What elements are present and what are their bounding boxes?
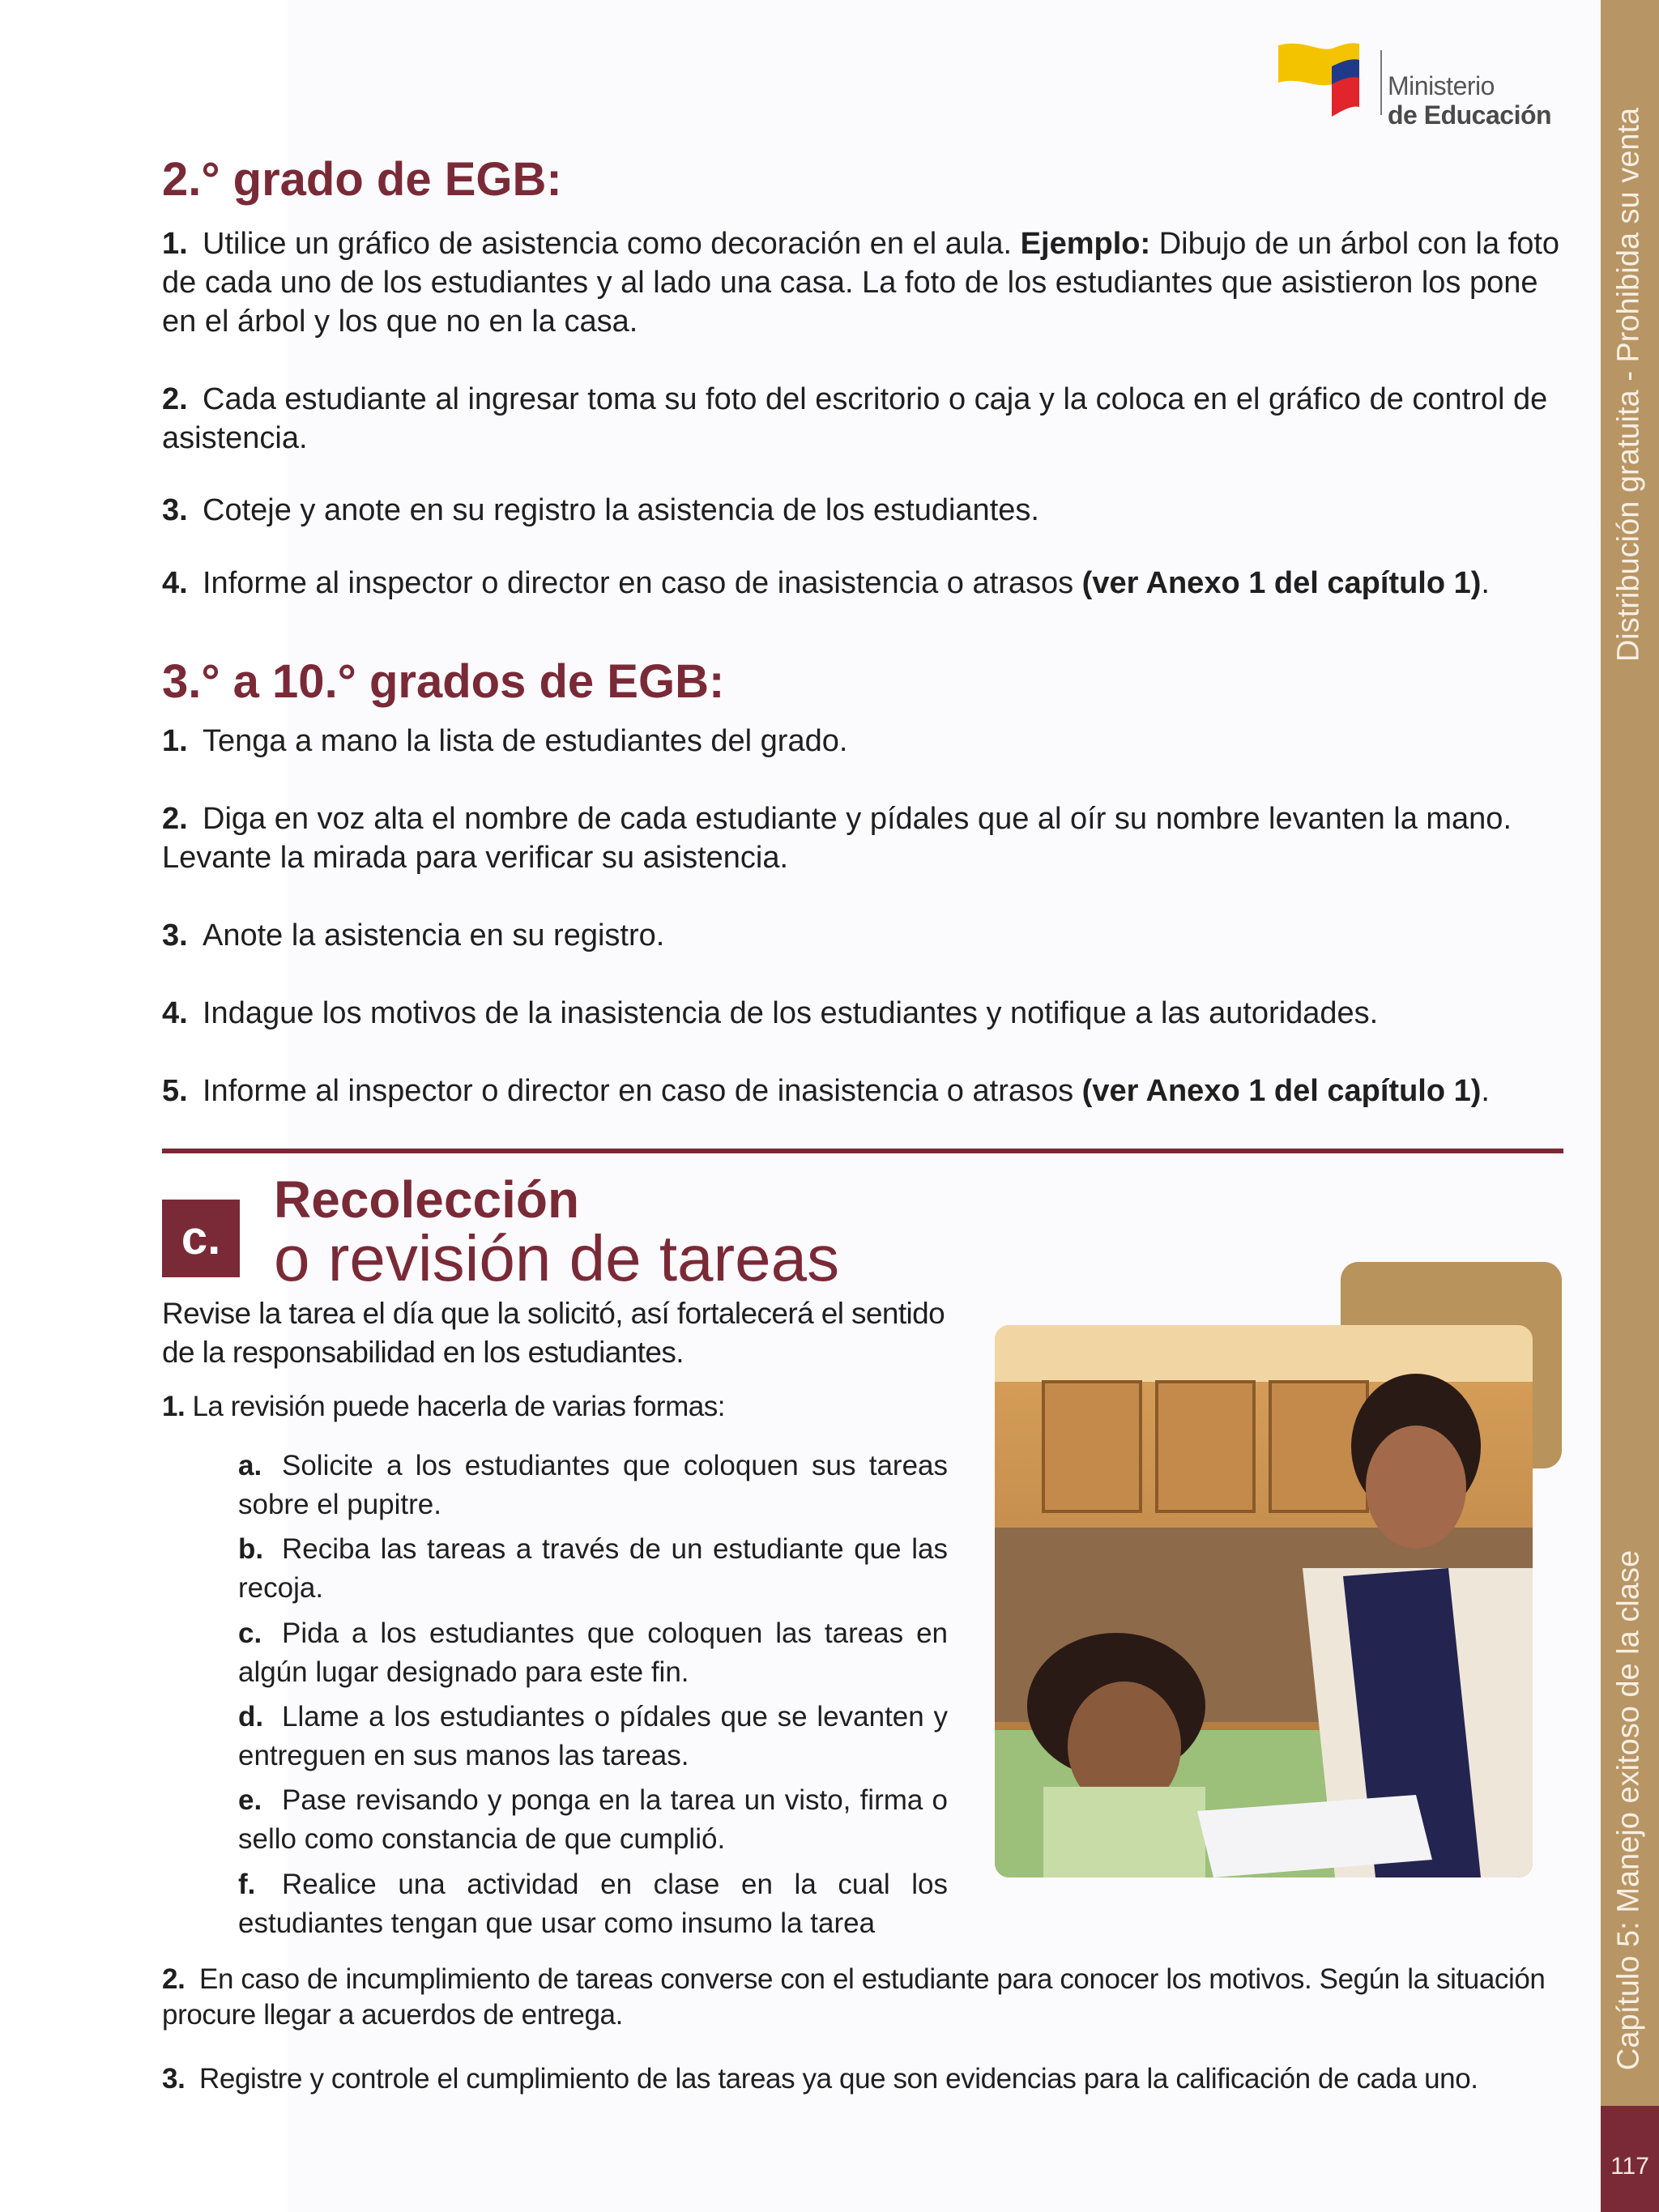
list-item: 4. Informe al inspector o director en caso de inasistencia o atrasos (ver Anexo 1 del capítulo 1). [162, 566, 1490, 600]
list-item: 1. Tenga a mano la lista de estudiantes del grado. [162, 724, 848, 758]
list-item: 3. Registre y controle el cumplimiento de las tareas ya que son evidencias para la calificación de cada uno. [162, 2063, 1478, 2095]
section-c-title-light: o revisión de tareas [274, 1222, 840, 1294]
list-item: 4. Indague los motivos de la inasistencia de los estudiantes y notifique a las autoridades. [162, 996, 1379, 1030]
list-item: 3. Anote la asistencia en su registro. [162, 918, 665, 953]
classroom-photo [995, 1325, 1533, 1877]
section-c-intro: Revise la tarea el día que la solicitó, así fortalecerá el sentido de la responsabilidad en los estudiantes. [162, 1297, 945, 1369]
list-item: 5. Informe al inspector o director en caso de inasistencia o atrasos (ver Anexo 1 del capítulo 1). [162, 1074, 1490, 1108]
ministry-logo-text [1388, 71, 1551, 130]
list-item: 2. Diga en voz alta el nombre de cada estudiante y pídales que al oír su nombre levanten la mano. Levante la mirada para verificar su asistencia. [162, 802, 1512, 875]
list-item: 2. Cada estudiante al ingresar toma su foto del escritorio o caja y la coloca en el gráfico de control de asistencia. [162, 382, 1548, 455]
classroom-photo-illustration [995, 1325, 1533, 1877]
section-c-title-bold: Recolección [274, 1170, 580, 1229]
sub-list-item: e. Pase revisando y ponga en la tarea un visto, firma o sello como constancia de que cumplió. [238, 1784, 948, 1855]
sub-list-item: d. Llame a los estudiantes o pídales que se levanten y entreguen en sus manos las tareas. [238, 1701, 948, 1771]
section-heading-2nd-grade: 2.° grado de EGB: [162, 153, 562, 206]
page-number: 117 [1610, 2153, 1649, 2180]
sidebar-chapter-title: Capítulo 5: Manejo exitoso de la clase [1611, 1549, 1646, 2071]
list-item: 1. La revisión puede hacerla de varias formas: [162, 1391, 725, 1422]
list-item: 1. Utilice un gráfico de asistencia como decoración en el aula. Ejemplo: Dibujo de un árbol con la foto de cada uno de los estudiantes y al lado una casa. La foto de los estudiantes que asistieron los pone en el árbol y los que no en la casa. [162, 227, 1560, 339]
sub-list-item: c. Pida a los estudiantes que coloquen las tareas en algún lugar designado para este fin. [238, 1617, 948, 1688]
page-number-box [1601, 2106, 1659, 2212]
section-letter-badge: c. [162, 1200, 240, 1277]
section-heading-3rd-10th-grade: 3.° a 10.° grados de EGB: [162, 655, 725, 708]
sub-list-item: a. Solicite a los estudiantes que coloquen sus tareas sobre el pupitre. [238, 1450, 948, 1520]
section-divider [162, 1149, 1563, 1153]
list-item: 3. Coteje y anote en su registro la asistencia de los estudiantes. [162, 493, 1039, 527]
logo-line-2: de Educación [1388, 100, 1552, 130]
sub-list-item: f. Realice una actividad en clase en la cual los estudiantes tengan que usar como insumo la tarea [238, 1869, 948, 1939]
sub-list-item: b. Reciba las tareas a través de un estudiante que las recoja. [238, 1533, 948, 1604]
list-item: 2. En caso de incumplimiento de tareas converse con el estudiante para conocer los motivos. Según la situación procure llegar a acuerdos de entrega. [162, 1963, 1546, 2031]
sidebar-distribution-note: Distribución gratuita - Prohibida su venta [1611, 107, 1646, 663]
logo-line-1: Ministerio [1388, 71, 1495, 100]
